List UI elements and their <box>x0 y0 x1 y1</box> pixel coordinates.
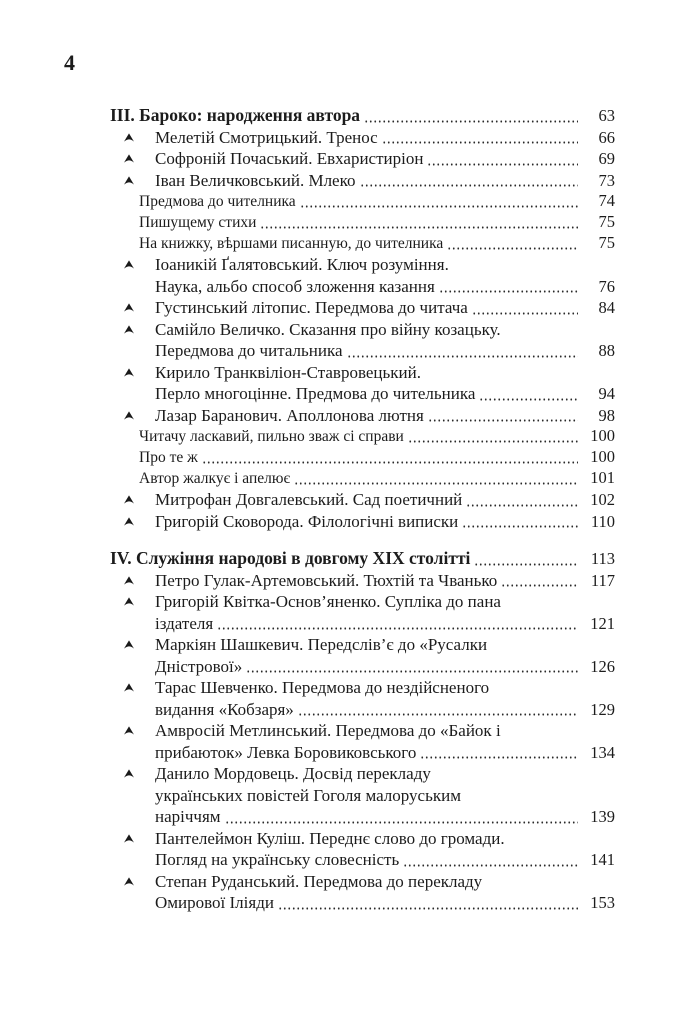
toc-entry-text: Кирило Транквіліон-Ставровецький. <box>155 362 421 382</box>
dot-leader <box>439 276 578 298</box>
toc-entry-line <box>155 699 615 721</box>
toc-entry-line <box>155 742 615 764</box>
triangle-marker-icon <box>124 325 134 334</box>
toc-section-title-text: IV. Служіння народові в довгому XIX столітті <box>110 548 471 568</box>
dot-leader <box>360 170 579 192</box>
toc-entry-line <box>155 634 615 656</box>
toc-entry-line <box>155 254 615 276</box>
dot-leader <box>260 212 578 233</box>
dot-leader <box>420 742 578 764</box>
toc-entry-page: 98 <box>598 405 615 425</box>
toc-entry-page: 76 <box>598 276 615 296</box>
toc-entry-text: Предмова до чителника <box>139 193 296 210</box>
toc-entry <box>110 170 615 192</box>
toc-entry <box>110 148 615 170</box>
triangle-marker-icon <box>124 303 134 312</box>
dot-leader <box>474 548 578 570</box>
toc-entry-line <box>155 720 615 742</box>
dot-leader <box>403 849 578 871</box>
toc-entry <box>110 297 615 319</box>
toc-entry-text: Григорій Квітка-Основ’яненко. Супліка до пана <box>155 592 501 611</box>
toc-entry-line <box>155 892 615 914</box>
toc-entry <box>110 677 615 720</box>
toc-entry-line <box>155 297 615 319</box>
triangle-marker-icon <box>124 597 134 606</box>
triangle-marker-icon <box>124 260 134 269</box>
triangle-marker-icon <box>124 834 134 843</box>
dot-leader <box>428 405 578 427</box>
triangle-marker-icon <box>124 368 134 377</box>
toc-entry-page: 100 <box>590 426 615 445</box>
dot-leader <box>364 105 578 127</box>
triangle-marker-icon <box>124 769 134 778</box>
toc-entry-page: 84 <box>598 298 615 317</box>
triangle-marker-icon <box>124 133 134 142</box>
toc-entry-text: Автор жалкує і апелює <box>139 470 291 487</box>
toc-entry-line <box>155 276 615 298</box>
toc-entry-line <box>110 105 615 127</box>
toc-entry-line <box>155 319 615 341</box>
toc-entry-line <box>155 127 615 149</box>
dot-leader <box>225 806 578 828</box>
toc-entry-text: Іван Величковський. Млеко <box>155 170 356 190</box>
toc-entry-text: українських повістей Гоголя малоруським <box>155 785 461 805</box>
triangle-marker-icon <box>124 576 134 585</box>
toc-entry-text: Густинський літопис. Передмова до читача <box>155 298 468 317</box>
toc-section-title <box>110 548 615 570</box>
toc-entry <box>110 405 615 427</box>
toc-entry-text: Погляд на українську словесність <box>155 850 400 869</box>
toc-entry-text: Самійло Величко. Сказання про війну козацьку. <box>155 319 501 339</box>
toc-entry <box>110 720 615 763</box>
toc-entry-line <box>155 405 615 427</box>
toc-entry-page: 102 <box>590 490 615 509</box>
table-of-contents <box>110 105 615 914</box>
toc-entry-page: 139 <box>590 807 615 826</box>
toc-entry <box>110 570 615 592</box>
toc-entry-line <box>155 828 615 850</box>
toc-entry-text: Петро Гулак-Артемовський. Тюхтій та Чванько <box>155 570 498 590</box>
toc-entry-page: 74 <box>598 191 615 210</box>
dot-leader <box>278 892 578 914</box>
toc-entry-line <box>139 447 615 468</box>
triangle-marker-icon <box>124 411 134 420</box>
toc-entry-line <box>155 763 615 785</box>
toc-entry-line <box>155 677 615 699</box>
toc-entry-line <box>155 148 615 170</box>
toc-entry-text: Митрофан Довгалевський. Сад поетичний <box>155 490 463 509</box>
toc-entry-text: Читачу ласкавий, пильно зваж сі справи <box>139 428 404 445</box>
toc-entry-line <box>155 170 615 192</box>
toc-entry-line <box>139 468 615 489</box>
toc-entry-page: 126 <box>590 656 615 676</box>
dot-leader <box>347 340 578 362</box>
toc-entry-text: Пантелеймон Куліш. Переднє слово до громади. <box>155 828 505 848</box>
toc-entry <box>110 489 615 511</box>
toc-entry-page: 94 <box>598 384 615 403</box>
dot-leader <box>202 447 578 468</box>
toc-entry-line <box>155 656 615 678</box>
toc-entry-page: 117 <box>590 570 615 590</box>
toc-entry-text: Данило Мордовець. Досвід перекладу <box>155 764 431 783</box>
dot-leader <box>472 297 578 319</box>
toc-entry-text: наріччям <box>155 807 221 826</box>
triangle-marker-icon <box>124 683 134 692</box>
dot-leader <box>300 191 578 212</box>
toc-entry-line <box>155 570 615 592</box>
toc-entry-text: Іоаникій Ґалятовський. Ключ розуміння. <box>155 255 449 274</box>
toc-entry-page: 101 <box>590 468 615 487</box>
toc-entry-text: Мелетій Смотрицький. Тренос <box>155 127 378 147</box>
toc-entry-page: 75 <box>598 212 615 231</box>
toc-entry-line <box>155 871 615 893</box>
toc-section-title-page: 63 <box>598 106 615 125</box>
toc-entry-page: 69 <box>598 149 615 168</box>
toc-entry-line <box>155 806 615 828</box>
triangle-marker-icon <box>124 726 134 735</box>
toc-entry-line <box>155 362 615 384</box>
toc-entry-line <box>155 591 615 613</box>
toc-entry-line <box>155 340 615 362</box>
toc-entry <box>110 254 615 297</box>
toc-entry-line <box>139 212 615 233</box>
toc-entry-text: Дністрової» <box>155 656 243 676</box>
toc-entry-page: 73 <box>598 170 615 190</box>
toc-entry-line <box>139 233 615 254</box>
toc-section-title <box>110 105 615 127</box>
toc-entry-text: Тарас Шевченко. Передмова до нездійсненого <box>155 678 490 697</box>
toc-entry-page: 129 <box>590 699 615 719</box>
toc-entry-page: 121 <box>590 613 615 633</box>
toc-entry-text: Пишущему стихи <box>139 214 257 231</box>
toc-entry-text: Маркіян Шашкевич. Передслів’є до «Русалки <box>155 635 488 654</box>
dot-leader <box>462 511 578 533</box>
dot-leader <box>447 233 578 254</box>
toc-entry <box>110 871 615 914</box>
toc-entry-text: Перло многоцінне. Предмова до чительника <box>155 384 476 403</box>
toc-entry-text: На книжку, вѣршами писанную, до чителника <box>139 235 444 252</box>
toc-entry-page: 75 <box>598 233 615 252</box>
toc-entry-page: 88 <box>598 341 615 360</box>
toc-entry-line <box>155 383 615 405</box>
toc-section <box>110 548 615 914</box>
toc-entry-line <box>155 511 615 533</box>
toc-entry <box>110 634 615 677</box>
dot-leader <box>408 426 578 447</box>
toc-entry-text: Наука, альбо способ зложення казання <box>155 276 435 296</box>
dot-leader <box>479 383 578 405</box>
dot-leader <box>382 127 578 149</box>
dot-leader <box>217 613 578 635</box>
toc-entry-page: 134 <box>590 742 615 762</box>
triangle-marker-icon <box>124 495 134 504</box>
toc-section <box>110 105 615 532</box>
toc-entry <box>110 763 615 828</box>
toc-entry-text: Передмова до читальника <box>155 341 343 360</box>
page-number: 4 <box>64 50 75 75</box>
dot-leader <box>246 656 578 678</box>
dot-leader <box>427 148 578 170</box>
toc-entry-line <box>110 548 615 570</box>
toc-entry-line <box>139 426 615 447</box>
toc-entry <box>110 468 615 489</box>
toc-entry <box>110 591 615 634</box>
dot-leader <box>501 570 578 592</box>
triangle-marker-icon <box>124 154 134 163</box>
toc-section-title-page: 113 <box>590 549 615 568</box>
toc-entry-text: Лазар Баранович. Аполлонова лютня <box>155 405 424 425</box>
toc-entry-line <box>155 613 615 635</box>
triangle-marker-icon <box>124 877 134 886</box>
toc-entry-text: Григорій Сковорода. Філологічні виписки <box>155 511 459 531</box>
toc-entry-page: 100 <box>590 447 615 466</box>
toc-entry-text: Степан Руданський. Передмова до перекладу <box>155 871 483 891</box>
triangle-marker-icon <box>124 640 134 649</box>
toc-entry <box>110 319 615 362</box>
toc-entry <box>110 828 615 871</box>
toc-entry <box>110 212 615 233</box>
toc-entry-page: 153 <box>590 893 615 912</box>
toc-entry <box>110 127 615 149</box>
toc-entry <box>110 447 615 468</box>
toc-entry <box>110 191 615 212</box>
toc-entry-page: 110 <box>590 511 615 531</box>
toc-section-title-text: III. Бароко: народження автора <box>110 105 361 125</box>
toc-entry-text: Софроній Почаський. Евхаристиріон <box>155 149 424 168</box>
toc-entry-text: Про те ж <box>139 449 198 466</box>
toc-entry-text: Амвросій Метлинський. Передмова до «Байок і <box>155 721 501 740</box>
triangle-marker-icon <box>124 517 134 526</box>
toc-entry-line <box>155 785 615 807</box>
toc-entry <box>110 362 615 405</box>
dot-leader <box>294 468 578 489</box>
triangle-marker-icon <box>124 176 134 185</box>
toc-entry-text: іздателя <box>155 613 214 633</box>
toc-entry-page: 141 <box>590 850 615 869</box>
toc-entry <box>110 511 615 533</box>
dot-leader <box>298 699 578 721</box>
toc-entry <box>110 233 615 254</box>
toc-entry-page: 66 <box>598 127 615 147</box>
dot-leader <box>466 489 578 511</box>
toc-entry-line <box>139 191 615 212</box>
toc-entry-line <box>155 849 615 871</box>
toc-entry <box>110 426 615 447</box>
toc-entry-text: Омирової Іліяди <box>155 893 274 912</box>
toc-entry-line <box>155 489 615 511</box>
toc-entry-text: прибаюток» Левка Боровиковського <box>155 742 417 762</box>
toc-entry-text: видання «Кобзаря» <box>155 699 294 719</box>
